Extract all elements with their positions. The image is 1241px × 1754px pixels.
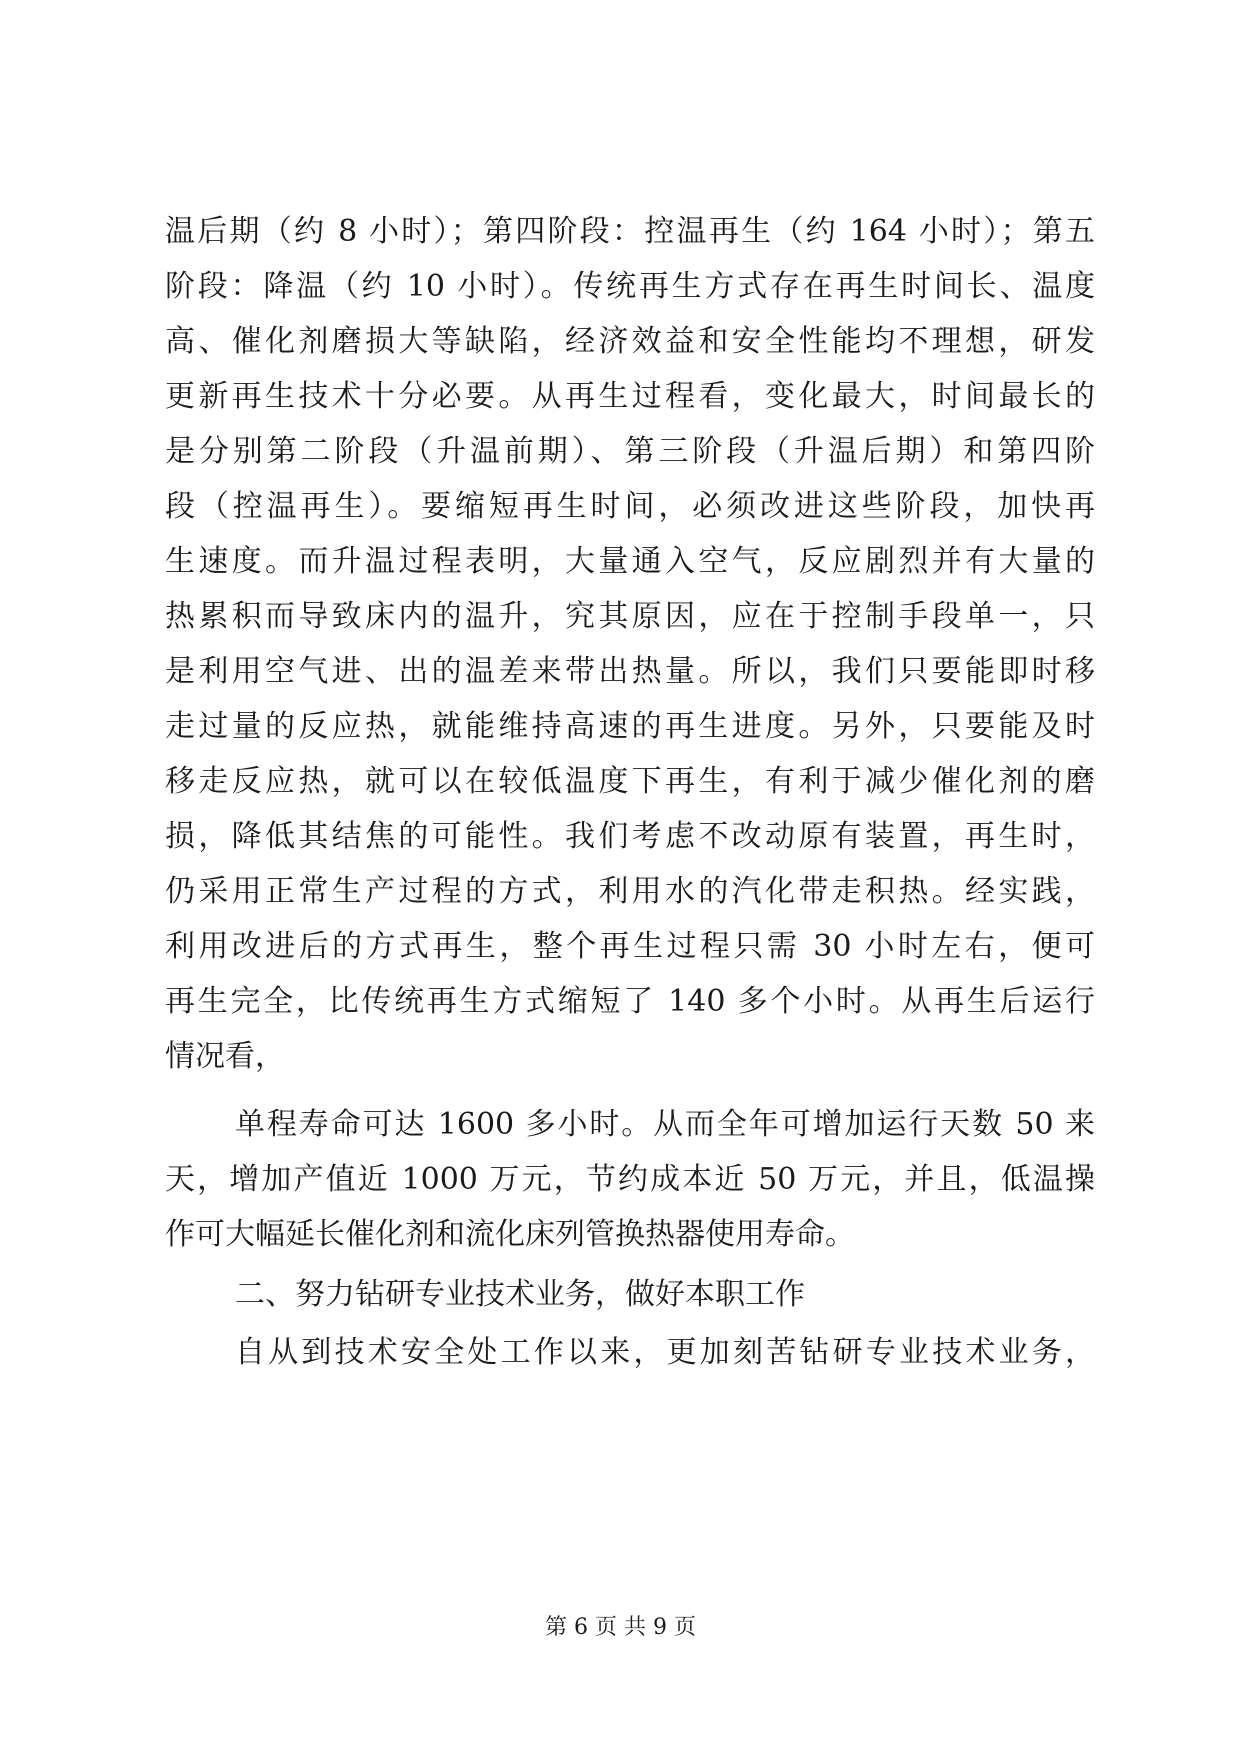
body-text-line: 温后期（约 8 小时）；第四阶段：控温再生（约 164 小时）；第五 xyxy=(165,214,1095,249)
page-footer: 第 6 页 共 9 页 xyxy=(545,1615,696,1640)
body-text-line: 是分别第二阶段（升温前期）、第三阶段（升温后期）和第四阶 xyxy=(165,434,1095,469)
body-text-line: 作可大幅延长催化剂和流化床列管换热器使用寿命。 xyxy=(165,1217,855,1252)
body-text-line: 单程寿命可达 1600 多小时。从而全年可增加运行天数 50 来 xyxy=(235,1107,1095,1142)
body-text-line: 仍采用正常生产过程的方式，利用水的汽化带走积热。经实践， xyxy=(165,874,1095,909)
body-text-line: 天，增加产值近 1000 万元，节约成本近 50 万元，并且，低温操 xyxy=(165,1162,1095,1197)
body-text-line: 自从到技术安全处工作以来，更加刻苦钻研专业技术业务， xyxy=(235,1335,1095,1370)
body-text-line: 情况看， xyxy=(165,1039,285,1074)
body-text-line: 移走反应热，就可以在较低温度下再生，有利于减少催化剂的磨 xyxy=(165,764,1095,799)
body-text-line: 阶段：降温（约 10 小时）。传统再生方式存在再生时间长、温度 xyxy=(165,269,1095,304)
body-text-line: 再生完全，比传统再生方式缩短了 140 多个小时。从再生后运行 xyxy=(165,984,1095,1019)
body-text-line: 高、催化剂磨损大等缺陷，经济效益和安全性能均不理想，研发 xyxy=(165,324,1095,359)
body-text-line: 热累积而导致床内的温升，究其原因，应在于控制手段单一，只 xyxy=(165,599,1095,634)
body-text-line: 更新再生技术十分必要。从再生过程看，变化最大，时间最长的 xyxy=(165,379,1095,414)
section-heading: 二、努力钻研专业技术业务，做好本职工作 xyxy=(235,1277,805,1312)
body-text-line: 生速度。而升温过程表明，大量通入空气，反应剧烈并有大量的 xyxy=(165,544,1095,579)
body-text-line: 是利用空气进、出的温差来带出热量。所以，我们只要能即时移 xyxy=(165,654,1095,689)
body-text-line: 损，降低其结焦的可能性。我们考虑不改动原有装置，再生时， xyxy=(165,819,1095,854)
body-text-line: 走过量的反应热，就能维持高速的再生进度。另外，只要能及时 xyxy=(165,709,1095,744)
body-text-line: 段（控温再生）。要缩短再生时间，必须改进这些阶段，加快再 xyxy=(165,489,1095,524)
body-text-line: 利用改进后的方式再生，整个再生过程只需 30 小时左右，便可 xyxy=(165,929,1095,964)
